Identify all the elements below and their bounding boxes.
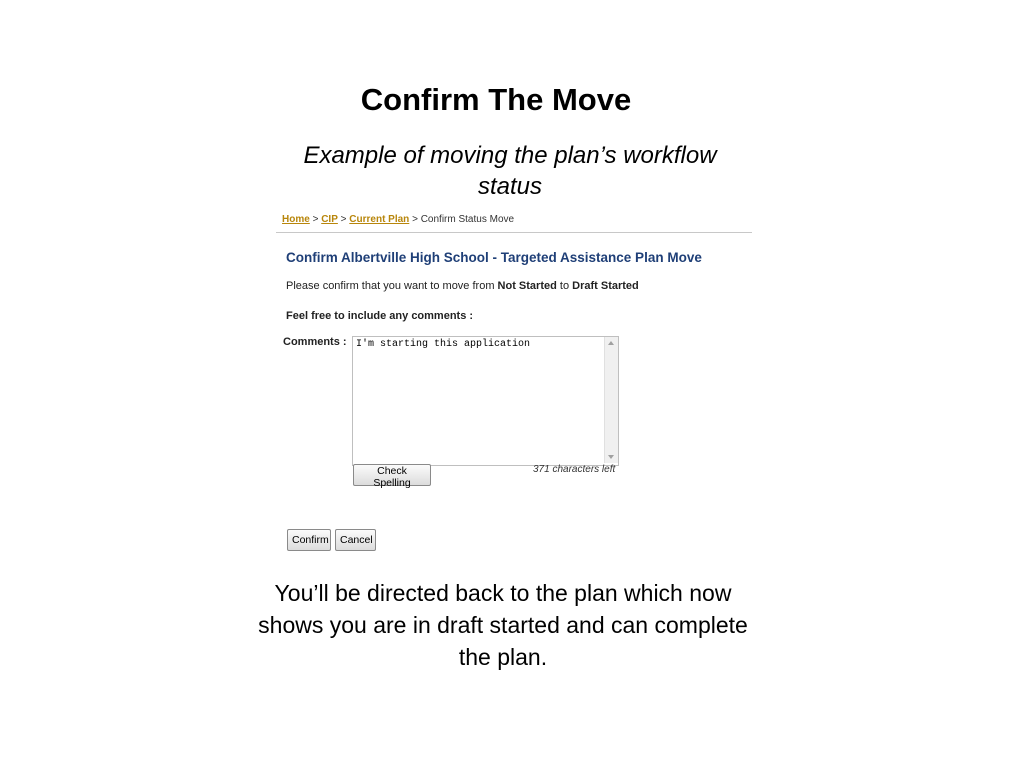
slide-subtitle: Example of moving the plan’s workflow status [303,142,717,200]
slide-title: Confirm The Move [360,82,632,117]
breadcrumb-separator: > [312,214,319,225]
confirm-message-to: to [559,280,570,292]
cancel-button[interactable]: Cancel [335,529,376,551]
breadcrumb-separator: > [412,214,418,225]
breadcrumb-separator: > [340,214,347,225]
scroll-down-arrow-icon[interactable] [608,455,614,459]
slide-footer-text: You’ll be directed back to the plan which now shows you are in draft started and can complete the plan. [258,580,748,670]
comments-scrollbar[interactable] [604,337,618,463]
breadcrumb-current-plan-link[interactable]: Current Plan [349,214,410,225]
breadcrumb-cip-link[interactable]: CIP [321,214,338,225]
breadcrumb-home-link[interactable]: Home [282,214,310,225]
characters-left-counter: 371 characters left [533,464,616,475]
confirm-message-prefix: Please confirm that you want to move from [286,280,495,292]
divider [276,232,752,233]
scroll-up-arrow-icon[interactable] [608,341,614,345]
comments-box [352,336,619,466]
comments-label: Comments : [283,336,347,348]
check-spelling-button[interactable]: Check Spelling [353,464,431,486]
breadcrumb [282,214,514,225]
comments-prompt: Feel free to include any comments : [286,310,474,322]
to-status: Draft Started [572,280,639,292]
from-status: Not Started [497,280,557,292]
page-title: Confirm Albertville High School - Targeted Assistance Plan Move [286,250,702,265]
screenshot-panel [276,205,752,555]
confirm-message [286,280,639,292]
comments-textarea[interactable] [353,337,604,463]
confirm-button[interactable]: Confirm [287,529,331,551]
breadcrumb-current: Confirm Status Move [420,214,515,225]
